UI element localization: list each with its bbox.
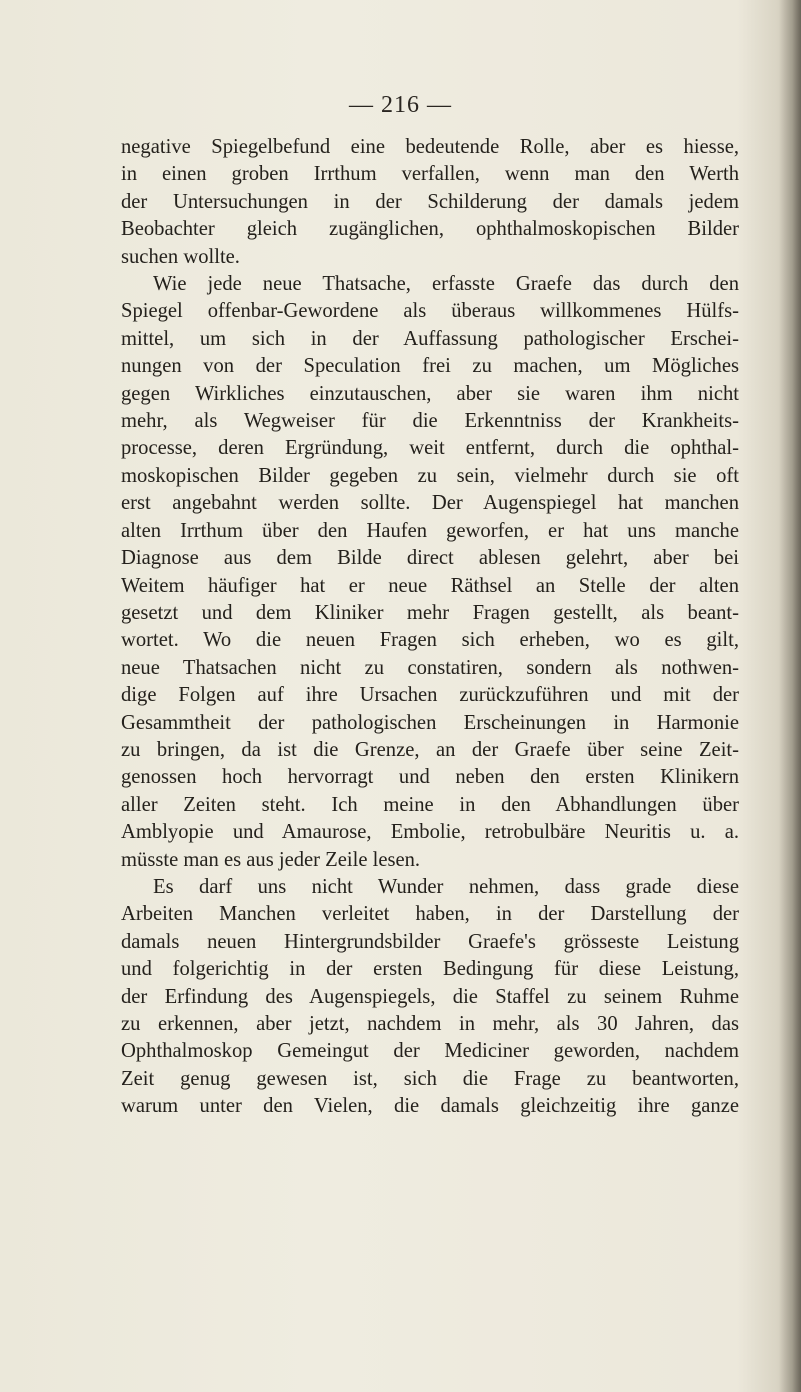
text-line: in einen groben Irrthum verfallen, wenn man den Werth xyxy=(121,163,739,186)
text-line: gegen Wirkliches einzutauschen, aber sie waren ihm nicht xyxy=(121,382,739,405)
text-line: Ophthalmoskop Gemeingut der Mediciner geworden, nachdem xyxy=(121,1040,739,1063)
text-line: Zeit genug gewesen ist, sich die Frage zu beantworten, xyxy=(121,1067,739,1090)
text-line: Es darf uns nicht Wunder nehmen, dass grade diese xyxy=(153,875,739,898)
text-line: zu erkennen, aber jetzt, nachdem in mehr, als 30 Jahren, das xyxy=(121,1013,739,1035)
text-line: der Erfindung des Augenspiegels, die Staffel zu seinem Ruhme xyxy=(121,985,739,1008)
text-line: dige Folgen auf ihre Ursachen zurückzuführen und mit der xyxy=(121,684,739,707)
body-text xyxy=(121,134,739,1121)
text-line: processe, deren Ergründung, weit entfernt, durch die ophthal- xyxy=(121,437,739,460)
text-line: Arbeiten Manchen verleitet haben, in der Darstellung der xyxy=(121,903,739,926)
text-line: zu bringen, da ist die Grenze, an der Graefe über seine Zeit- xyxy=(121,738,739,761)
page-edge-shadow xyxy=(779,0,801,1392)
text-line: mehr, als Wegweiser für die Erkenntniss der Krankheits- xyxy=(121,410,739,433)
text-line: genossen hoch hervorragt und neben den ersten Klinikern xyxy=(121,766,739,789)
text-line: Wie jede neue Thatsache, erfasste Graefe das durch den xyxy=(153,273,739,296)
text-line: Diagnose aus dem Bilde direct ablesen gelehrt, aber bei xyxy=(121,547,739,570)
text-line: gesetzt und dem Kliniker mehr Fragen gestellt, als beant- xyxy=(121,601,739,624)
text-line: neue Thatsachen nicht zu constatiren, sondern als nothwen- xyxy=(121,656,739,679)
text-line: Spiegel offenbar-Gewordene als überaus willkommenes Hülfs- xyxy=(121,300,739,323)
text-line: alten Irrthum über den Haufen geworfen, er hat uns manche xyxy=(121,519,739,542)
text-line: aller Zeiten steht. Ich meine in den Abhandlungen über xyxy=(121,793,739,816)
text-line: Amblyopie und Amaurose, Embolie, retrobulbäre Neuritis u. a. xyxy=(121,821,739,844)
text-line: Beobachter gleich zugänglichen, ophthalmoskopischen Bilder xyxy=(121,218,739,241)
text-line: wortet. Wo die neuen Fragen sich erheben, wo es gilt, xyxy=(121,629,739,652)
text-line: damals neuen Hintergrundsbilder Graefe's grösseste Leistung xyxy=(121,930,739,953)
text-line: warum unter den Vielen, die damals gleichzeitig ihre ganze xyxy=(121,1095,739,1118)
text-line: moskopischen Bilder gegeben zu sein, vielmehr durch sie oft xyxy=(121,464,739,487)
page-number: — 216 — xyxy=(349,92,452,118)
text-line: negative Spiegelbefund eine bedeutende Rolle, aber es hiesse, xyxy=(121,136,739,158)
text-line: müsste man es aus jeder Zeile lesen. xyxy=(121,848,421,871)
text-line: mittel, um sich in der Auffassung pathologischer Erschei- xyxy=(121,327,739,350)
text-line: Gesammtheit der pathologischen Erscheinungen in Harmonie xyxy=(121,711,739,734)
text-line: suchen wollte. xyxy=(121,245,240,268)
text-line: Weitem häufiger hat er neue Räthsel an Stelle der alten xyxy=(121,574,739,597)
text-line: erst angebahnt werden sollte. Der Augenspiegel hat manchen xyxy=(121,492,739,515)
text-line: und folgerichtig in der ersten Bedingung für diese Leistung, xyxy=(121,958,739,981)
text-line: nungen von der Speculation frei zu machen, um Mögliches xyxy=(121,355,739,378)
text-line: der Untersuchungen in der Schilderung der damals jedem xyxy=(121,190,739,213)
